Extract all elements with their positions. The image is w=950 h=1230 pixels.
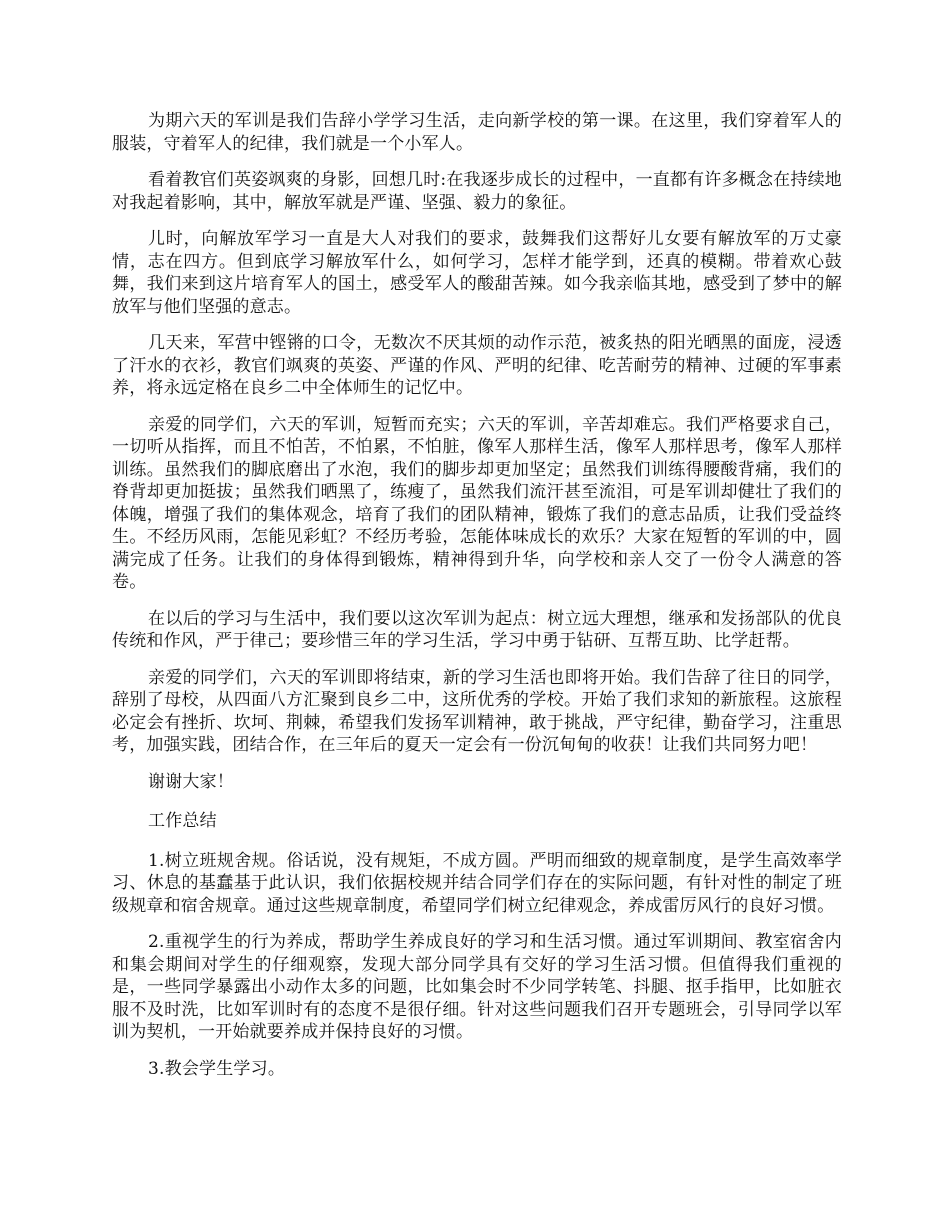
list-item-rules: 1.树立班规舍规。俗话说，没有规矩，不成方圆。严明而细致的规章制度，是学生高效率学习、休息的基蠢基于此认识，我们依据校规并结合同学们存在的实际问题，有针对性的制定了班级规章和宿舍规章。通过这些规章制度，希望同学们树立纪律观念，养成雷厉风行的良好习惯。 (112, 850, 842, 916)
paragraph-training-intro: 为期六天的军训是我们告辞小学学习生活，走向新学校的第一课。在这里，我们穿着军人的服装，守着军人的纪律，我们就是一个小军人。 (112, 111, 842, 154)
paragraph-childhood: 儿时，向解放军学习一直是大人对我们的要求，鼓舞我们这帮好儿女要有解放军的万丈豪情，志在四方。但到底学习解放军什么，如何学习，怎样才能学到，还真的模糊。带着欢心鼓舞，我们来到这片培育军人的国土，感受军人的酸甜苦辣。如今我亲临其地，感受到了梦中的解放军与他们坚强的意志。 (112, 229, 842, 317)
paragraph-instructors: 看着教官们英姿飒爽的身影，回想几时:在我逐步成长的过程中，一直都有许多概念在持续地对我起着影响，其中，解放军就是严谨、坚强、毅力的象征。 (112, 170, 842, 213)
paragraph-dear-students: 亲爱的同学们，六天的军训，短暂而充实；六天的军训，辛苦却难忘。我们严格要求自己，一切听从指挥，而且不怕苦，不怕累，不怕脏，像军人那样生活，像军人那样思考，像军人那样训练。虽然我们的脚底磨出了水泡，我们的脚步却更加坚定；虽然我们训练得腰酸背痛，我们的脊背却更加挺拔；虽然我们晒黑了，练瘦了，虽然我们流汗甚至流泪，可是军训却健壮了我们的体魄，增强了我们的集体观念，培育了我们的团队精神，锻炼了我们的意志品质，让我们受益终生。不经历风雨，怎能见彩虹？不经历考验，怎能体味成长的欢乐？大家在短暂的军训的中，圆满完成了任务。让我们的身体得到锻炼，精神得到升华，向学校和亲人交了一份令人满意的答卷。 (112, 414, 842, 592)
paragraph-camp-days: 几天来，军营中铿锵的口令，无数次不厌其烦的动作示范，被炙热的阳光晒黑的面庞，浸透了汗水的衣衫，教官们飒爽的英姿、严谨的作风、严明的纪律、吃苦耐劳的精神、过硬的军事素养，将永远定格在良乡二中全体师生的记忆中。 (112, 333, 842, 398)
paragraph-future-study: 在以后的学习与生活中，我们要以这次军训为起点：树立远大理想，继承和发扬部队的优良传统和作风，严于律己；要珍惜三年的学习生活，学习中勇于钻研、互帮互助、比学赶帮。 (112, 608, 842, 651)
paragraph-thanks: 谢谢大家！ (148, 771, 234, 792)
paragraph-training-ending: 亲爱的同学们，六天的军训即将结束，新的学习生活也即将开始。我们告辞了往日的同学，辞别了母校，从四面八方汇聚到良乡二中，这所优秀的学校。开始了我们求知的新旅程。这旅程必定会有挫折、坎坷、荆棘，希望我们发扬军训精神，敢于挑战，严守纪律，勤奋学习，注重思考，加强实践，团结合作，在三年后的夏天一定会有一份沉甸甸的收获！让我们共同努力吧！ (112, 667, 842, 755)
list-item-teach-learning: 3.教会学生学习。 (148, 1058, 286, 1079)
document-page (112, 110, 842, 1094)
list-item-habits: 2.重视学生的行为养成，帮助学生养成良好的学习和生活习惯。通过军训期间、教室宿舍内和集会期间对学生的仔细观察，发现大部分同学具有交好的学习生活习惯。但值得我们重视的是，一些同学暴露出小动作太多的问题，比如集会时不少同学转笔、抖腿、抠手指甲，比如脏衣服不及时洗，比如军训时有的态度不是很仔细。针对这些问题我们召开专题班会，引导同学以军训为契机，一开始就要养成并保持良好的习惯。 (112, 932, 842, 1042)
section-heading-work-summary: 工作总结 (148, 811, 217, 831)
